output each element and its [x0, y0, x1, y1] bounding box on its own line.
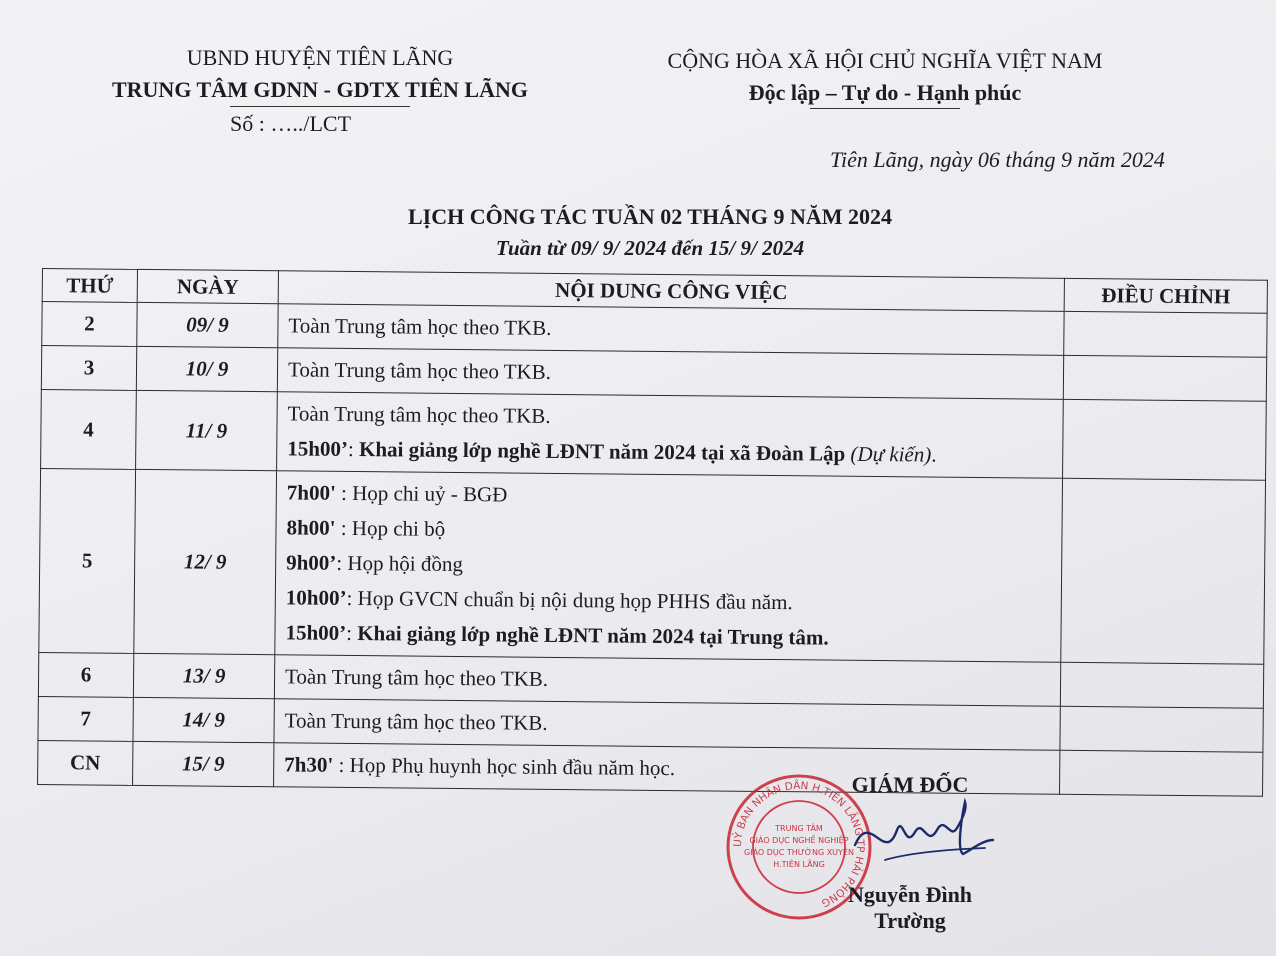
content-line: [284, 703, 1049, 745]
table-row: [41, 389, 1267, 480]
stamp-ring-text: UỶ BAN NHÂN DÂN H.TIÊN LÃNG TP HẢI PHÒNG: [731, 779, 867, 910]
schedule-body: [38, 302, 1268, 797]
row-date: 13/ 9: [133, 653, 274, 698]
row-content: [274, 655, 1060, 707]
row-day: 3: [41, 346, 136, 391]
signature-block: [760, 772, 1000, 934]
row-adjust: [1060, 662, 1263, 708]
row-adjust: [1059, 750, 1262, 796]
line-emphasis: Khai giảng lớp nghề LĐNT năm 2024 tại xã Đoàn Lập: [358, 437, 846, 466]
national-header: [620, 48, 1150, 109]
row-day: 4: [41, 389, 137, 469]
schedule-table: [37, 268, 1268, 797]
place-date: Tiên Lãng, ngày 06 tháng 9 năm 2024: [830, 147, 1165, 172]
line-time: 9h00’: [286, 550, 337, 575]
row-date: 14/ 9: [133, 697, 274, 742]
row-content: [277, 348, 1063, 400]
row-date: 11/ 9: [136, 390, 278, 470]
header-day: THỨ: [42, 269, 137, 303]
line-tail: .: [931, 442, 937, 467]
row-content: [274, 699, 1060, 751]
row-day: 2: [42, 302, 137, 347]
line-text: Toàn Trung tâm học theo TKB.: [287, 401, 551, 428]
row-adjust: [1064, 311, 1267, 357]
row-day: 6: [38, 652, 133, 697]
stamp-center-text: TRUNG TÂM GIÁO DỤC NGHỀ NGHIỆP GIÁO DỤC THƯỜNG XUYÊN H.TIÊN LÃNG: [744, 824, 854, 869]
header-content: NỘI DUNG CÔNG VIỆC: [278, 271, 1064, 312]
row-date: 09/ 9: [137, 302, 278, 347]
content-line: [287, 431, 1052, 473]
content-line: [285, 659, 1050, 701]
content-line: [288, 308, 1053, 350]
issuer-header: [95, 45, 545, 137]
row-date: 15/ 9: [133, 741, 274, 786]
national-title: CỘNG HÒA XÃ HỘI CHỦ NGHĨA VIỆT NAM: [667, 48, 1103, 73]
row-adjust: [1060, 706, 1263, 752]
issuer-underline: [230, 106, 410, 107]
row-content: [275, 471, 1063, 663]
row-content: [278, 304, 1064, 356]
document-number: Số : …../LCT: [230, 111, 352, 136]
national-motto: Độc lập – Tự do - Hạnh phúc: [748, 80, 1022, 105]
line-text: : Họp hội đồng: [336, 550, 464, 577]
issuer-name: TRUNG TÂM GDNN - GDTX TIÊN LÃNG: [111, 77, 528, 102]
content-line: [285, 615, 1050, 657]
motto-underline: [810, 108, 960, 109]
row-date: 12/ 9: [134, 469, 277, 654]
line-text: :: [347, 436, 360, 462]
line-emphasis: Khai giảng lớp nghề LĐNT năm 2024 tại Trung tâm.: [357, 621, 829, 650]
line-text: :: [346, 620, 358, 646]
row-adjust: [1063, 355, 1266, 401]
line-time: 7h00': [286, 480, 336, 505]
row-content: [277, 392, 1064, 479]
line-text: Toàn Trung tâm học theo TKB.: [284, 664, 549, 691]
row-day: CN: [38, 740, 133, 785]
line-time: 15h00’: [285, 620, 347, 645]
content-line: [288, 352, 1053, 394]
line-text: : Họp Phụ huynh học sinh đầu năm học.: [333, 752, 676, 781]
line-time: 15h00’: [287, 436, 349, 461]
line-text: : Họp GVCN chuẩn bị nội dung họp PHHS đầu năm.: [346, 585, 793, 615]
line-text: Toàn Trung tâm học theo TKB.: [284, 708, 548, 735]
row-day: 5: [39, 468, 136, 653]
line-text: : Họp chi bộ: [335, 515, 446, 541]
row-date: 10/ 9: [136, 346, 277, 391]
document-title: LỊCH CÔNG TÁC TUẦN 02 THÁNG 9 NĂM 2024: [407, 204, 893, 229]
line-text: Toàn Trung tâm học theo TKB.: [287, 357, 552, 384]
row-adjust: [1061, 478, 1266, 664]
line-text: Toàn Trung tâm học theo TKB.: [288, 313, 552, 340]
header-adjust: ĐIỀU CHỈNH: [1064, 278, 1267, 313]
document-subtitle: Tuần từ 09/ 9/ 2024 đến 15/ 9/ 2024: [495, 236, 805, 260]
table-row: [39, 468, 1266, 664]
row-day: 7: [38, 696, 133, 741]
signer-name: Nguyễn Đình Trường: [847, 882, 973, 933]
row-adjust: [1063, 399, 1267, 480]
issuer-authority: UBND HUYỆN TIÊN LÃNG: [186, 45, 454, 70]
header-date: NGÀY: [137, 269, 278, 303]
line-time: 8h00': [286, 515, 336, 540]
signer-role: GIÁM ĐỐC: [851, 772, 969, 797]
line-time: 7h30': [284, 752, 334, 777]
line-text: : Họp chi uỷ - BGĐ: [335, 480, 508, 507]
line-time: 10h00’: [285, 585, 347, 610]
line-note: (Dự kiến): [850, 441, 932, 467]
